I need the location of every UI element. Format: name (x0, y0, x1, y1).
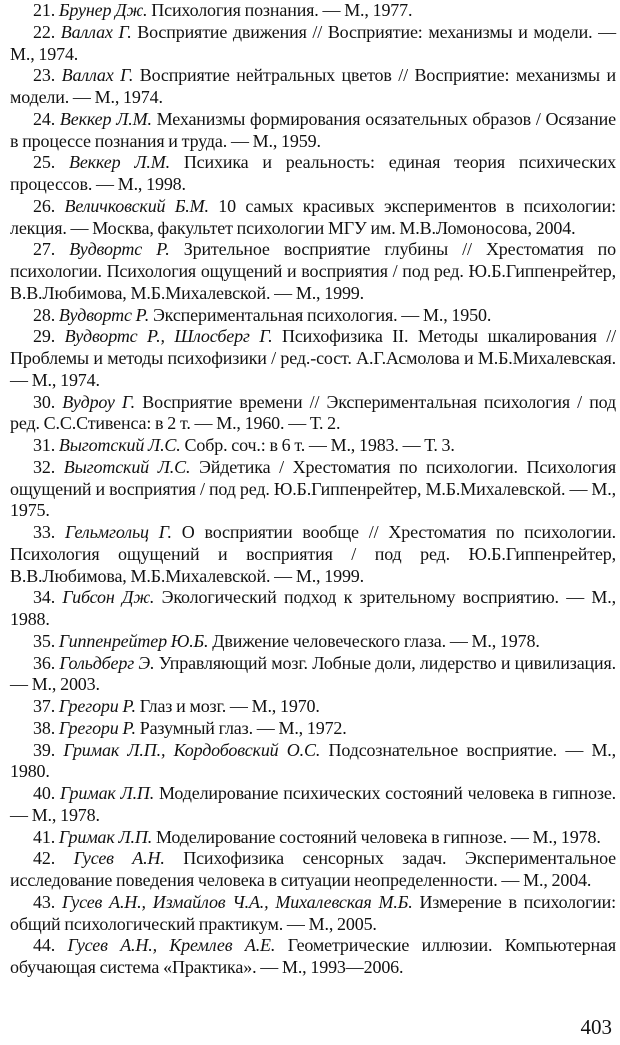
reference-entry (10, 696, 616, 718)
reference-text: Эйдетика / Хрестоматия по психологии. Психология ощущений и восприятия / под ред. Ю.Б.Гиппенрейтер, М.Б.Михалевской. — М., 1975. (10, 456, 617, 521)
reference-entry (10, 587, 616, 631)
reference-authors: Гусев А.Н., Измайлов Ч.А., Михалевская М.Б. (61, 891, 413, 912)
reference-authors: Вудвортс Р. (58, 304, 150, 325)
reference-authors: Гельмгольц Г. (64, 522, 172, 542)
reference-entry (10, 392, 616, 436)
reference-authors: Валлах Г. (60, 21, 132, 42)
reference-entry (10, 152, 616, 196)
reference-entry (10, 65, 616, 109)
reference-number: 27. (33, 239, 56, 260)
reference-authors: Вудроу Г. (62, 391, 136, 412)
reference-text: О восприятии вообще // Хрестоматия по психологии. Психология ощущений и восприятия / под ред. Ю.Б.Гиппенрейтер, В.В.Любимова, М.Б.Михалевской. — М., 1999. (10, 522, 616, 586)
reference-entry (10, 935, 616, 979)
reference-text: Психофизика сенсорных задач. Экспериментальное исследование поведения человека в ситуации неопределенности. — М., 2004. (10, 848, 616, 890)
reference-entry (10, 522, 616, 587)
reference-text: Разумный глаз. — М., 1972. (139, 717, 347, 738)
reference-number: 37. (33, 696, 56, 716)
reference-entry (10, 457, 616, 522)
reference-authors: Гусев А.Н. (73, 848, 165, 869)
reference-number: 41. (33, 826, 56, 847)
reference-number: 33. (33, 522, 56, 542)
reference-authors: Грегори Р. (58, 717, 136, 738)
reference-text: 10 самых красивых экспериментов в психологии: лекция. — Москва, факультет психологии МГУ им. М.В.Ломоносова, 2004. (10, 195, 616, 238)
reference-entry (10, 326, 616, 391)
reference-entry (10, 109, 616, 153)
reference-text: Глаз и мозг. — М., 1970. (139, 696, 320, 716)
reference-text: Экспериментальная психология. — М., 1950. (152, 304, 492, 325)
reference-authors: Гибсон Дж. (62, 587, 155, 608)
reference-text: Моделирование состояний человека в гипнозе. — М., 1978. (155, 826, 601, 847)
reference-number: 40. (33, 783, 56, 803)
bibliography-list (10, 0, 616, 979)
reference-number: 42. (33, 848, 56, 869)
reference-text: Психология познания. — М., 1977. (151, 0, 413, 20)
reference-text: Восприятие времени // Экспериментальная психология / под ред. С.С.Стивенса: в 2 т. — М., 1960. — Т. 2. (10, 391, 617, 434)
reference-entry (10, 827, 616, 849)
reference-text: Механизмы формирования осязательных образов / Осязание в процессе познания и труда. — М., 1959. (10, 108, 616, 151)
reference-entry (10, 305, 616, 327)
reference-entry (10, 892, 616, 936)
reference-number: 24. (33, 108, 56, 129)
reference-entry (10, 196, 616, 240)
reference-text: Моделирование психических состояний человека в гипнозе. — М., 1978. (10, 783, 617, 825)
reference-authors: Веккер Л.М. (68, 152, 170, 173)
reference-entry (10, 239, 616, 304)
reference-entry (10, 653, 616, 697)
reference-text: Управляющий мозг. Лобные доли, лидерство и цивилизация. — М., 2003. (10, 652, 616, 695)
reference-number: 35. (33, 630, 56, 651)
reference-authors: Вудвортс Р. (69, 239, 170, 260)
reference-number: 36. (33, 652, 56, 673)
reference-number: 29. (33, 326, 56, 347)
reference-text: Подсознательное восприятие. — М., 1980. (10, 739, 617, 782)
reference-authors: Веккер Л.М. (59, 108, 152, 129)
reference-number: 32. (33, 456, 56, 477)
reference-text: Экологический подход к зрительному восприятию. — М., 1988. (10, 587, 616, 629)
reference-authors: Выготский Л.С. (63, 456, 191, 477)
reference-authors: Вудвортс Р., Шлосберг Г. (64, 326, 273, 347)
reference-authors: Гольдберг Э. (59, 652, 155, 673)
reference-authors: Гримак Л.П., Кордобовский О.С. (63, 739, 321, 760)
reference-number: 38. (33, 717, 56, 738)
reference-text: Психофизика II. Методы шкалирования // Проблемы и методы психофизики / ред.-сост. А.Г.Асмолова и М.Б.Михалевская. — М., 1974. (10, 326, 616, 390)
reference-entry (10, 718, 616, 740)
reference-number: 31. (33, 435, 56, 455)
reference-entry (10, 22, 616, 66)
reference-number: 30. (33, 391, 56, 412)
reference-text: Движение человеческого глаза. — М., 1978. (212, 630, 540, 651)
reference-number: 39. (33, 739, 56, 760)
reference-text: Психика и реальность: единая теория психических процессов. — М., 1998. (10, 152, 617, 194)
reference-number: 23. (33, 65, 56, 86)
reference-authors: Величковский Б.М. (64, 195, 209, 216)
reference-authors: Брунер Дж. (58, 0, 148, 20)
reference-text: Восприятие движения // Восприятие: механизмы и модели. — М., 1974. (10, 21, 616, 64)
reference-number: 34. (33, 587, 56, 608)
reference-number: 28. (33, 304, 56, 325)
reference-number: 44. (33, 935, 56, 956)
reference-text: Зрительное восприятие глубины // Хрестоматия по психологии. Психология ощущений и восприятия / под ред. Ю.Б.Гиппенрейтер, В.В.Любимова, М.Б.Михалевской. — М., 1999. (10, 239, 617, 303)
reference-entry (10, 740, 616, 784)
reference-authors: Выготский Л.С. (58, 435, 181, 455)
reference-authors: Гримак Л.П. (58, 826, 153, 847)
page-number: 403 (580, 1015, 612, 1039)
reference-number: 22. (33, 21, 56, 42)
reference-text: Измерение в психологии: общий психологический практикум. — М., 2005. (10, 891, 616, 934)
reference-authors: Гримак Л.П. (59, 783, 155, 803)
reference-number: 43. (33, 891, 56, 912)
reference-authors: Грегори Р. (58, 696, 136, 716)
reference-entry (10, 783, 616, 827)
reference-authors: Валлах Г. (61, 65, 134, 86)
reference-entry (10, 848, 616, 892)
reference-text: Собр. соч.: в 6 т. — М., 1983. — Т. 3. (184, 435, 455, 455)
reference-authors: Гиппенрейтер Ю.Б. (58, 630, 209, 651)
reference-text: Восприятие нейтральных цветов // Восприятие: механизмы и модели. — М., 1974. (10, 65, 616, 107)
reference-entry (10, 435, 616, 457)
reference-authors: Гусев А.Н., Кремлев А.Е. (67, 935, 276, 956)
reference-number: 21. (33, 0, 56, 20)
reference-text: Геометрические иллюзии. Компьютерная обучающая система «Практика». — М., 1993—2006. (10, 935, 616, 977)
reference-entry (10, 631, 616, 653)
reference-entry (10, 0, 616, 22)
reference-number: 25. (33, 152, 56, 173)
reference-number: 26. (33, 195, 56, 216)
